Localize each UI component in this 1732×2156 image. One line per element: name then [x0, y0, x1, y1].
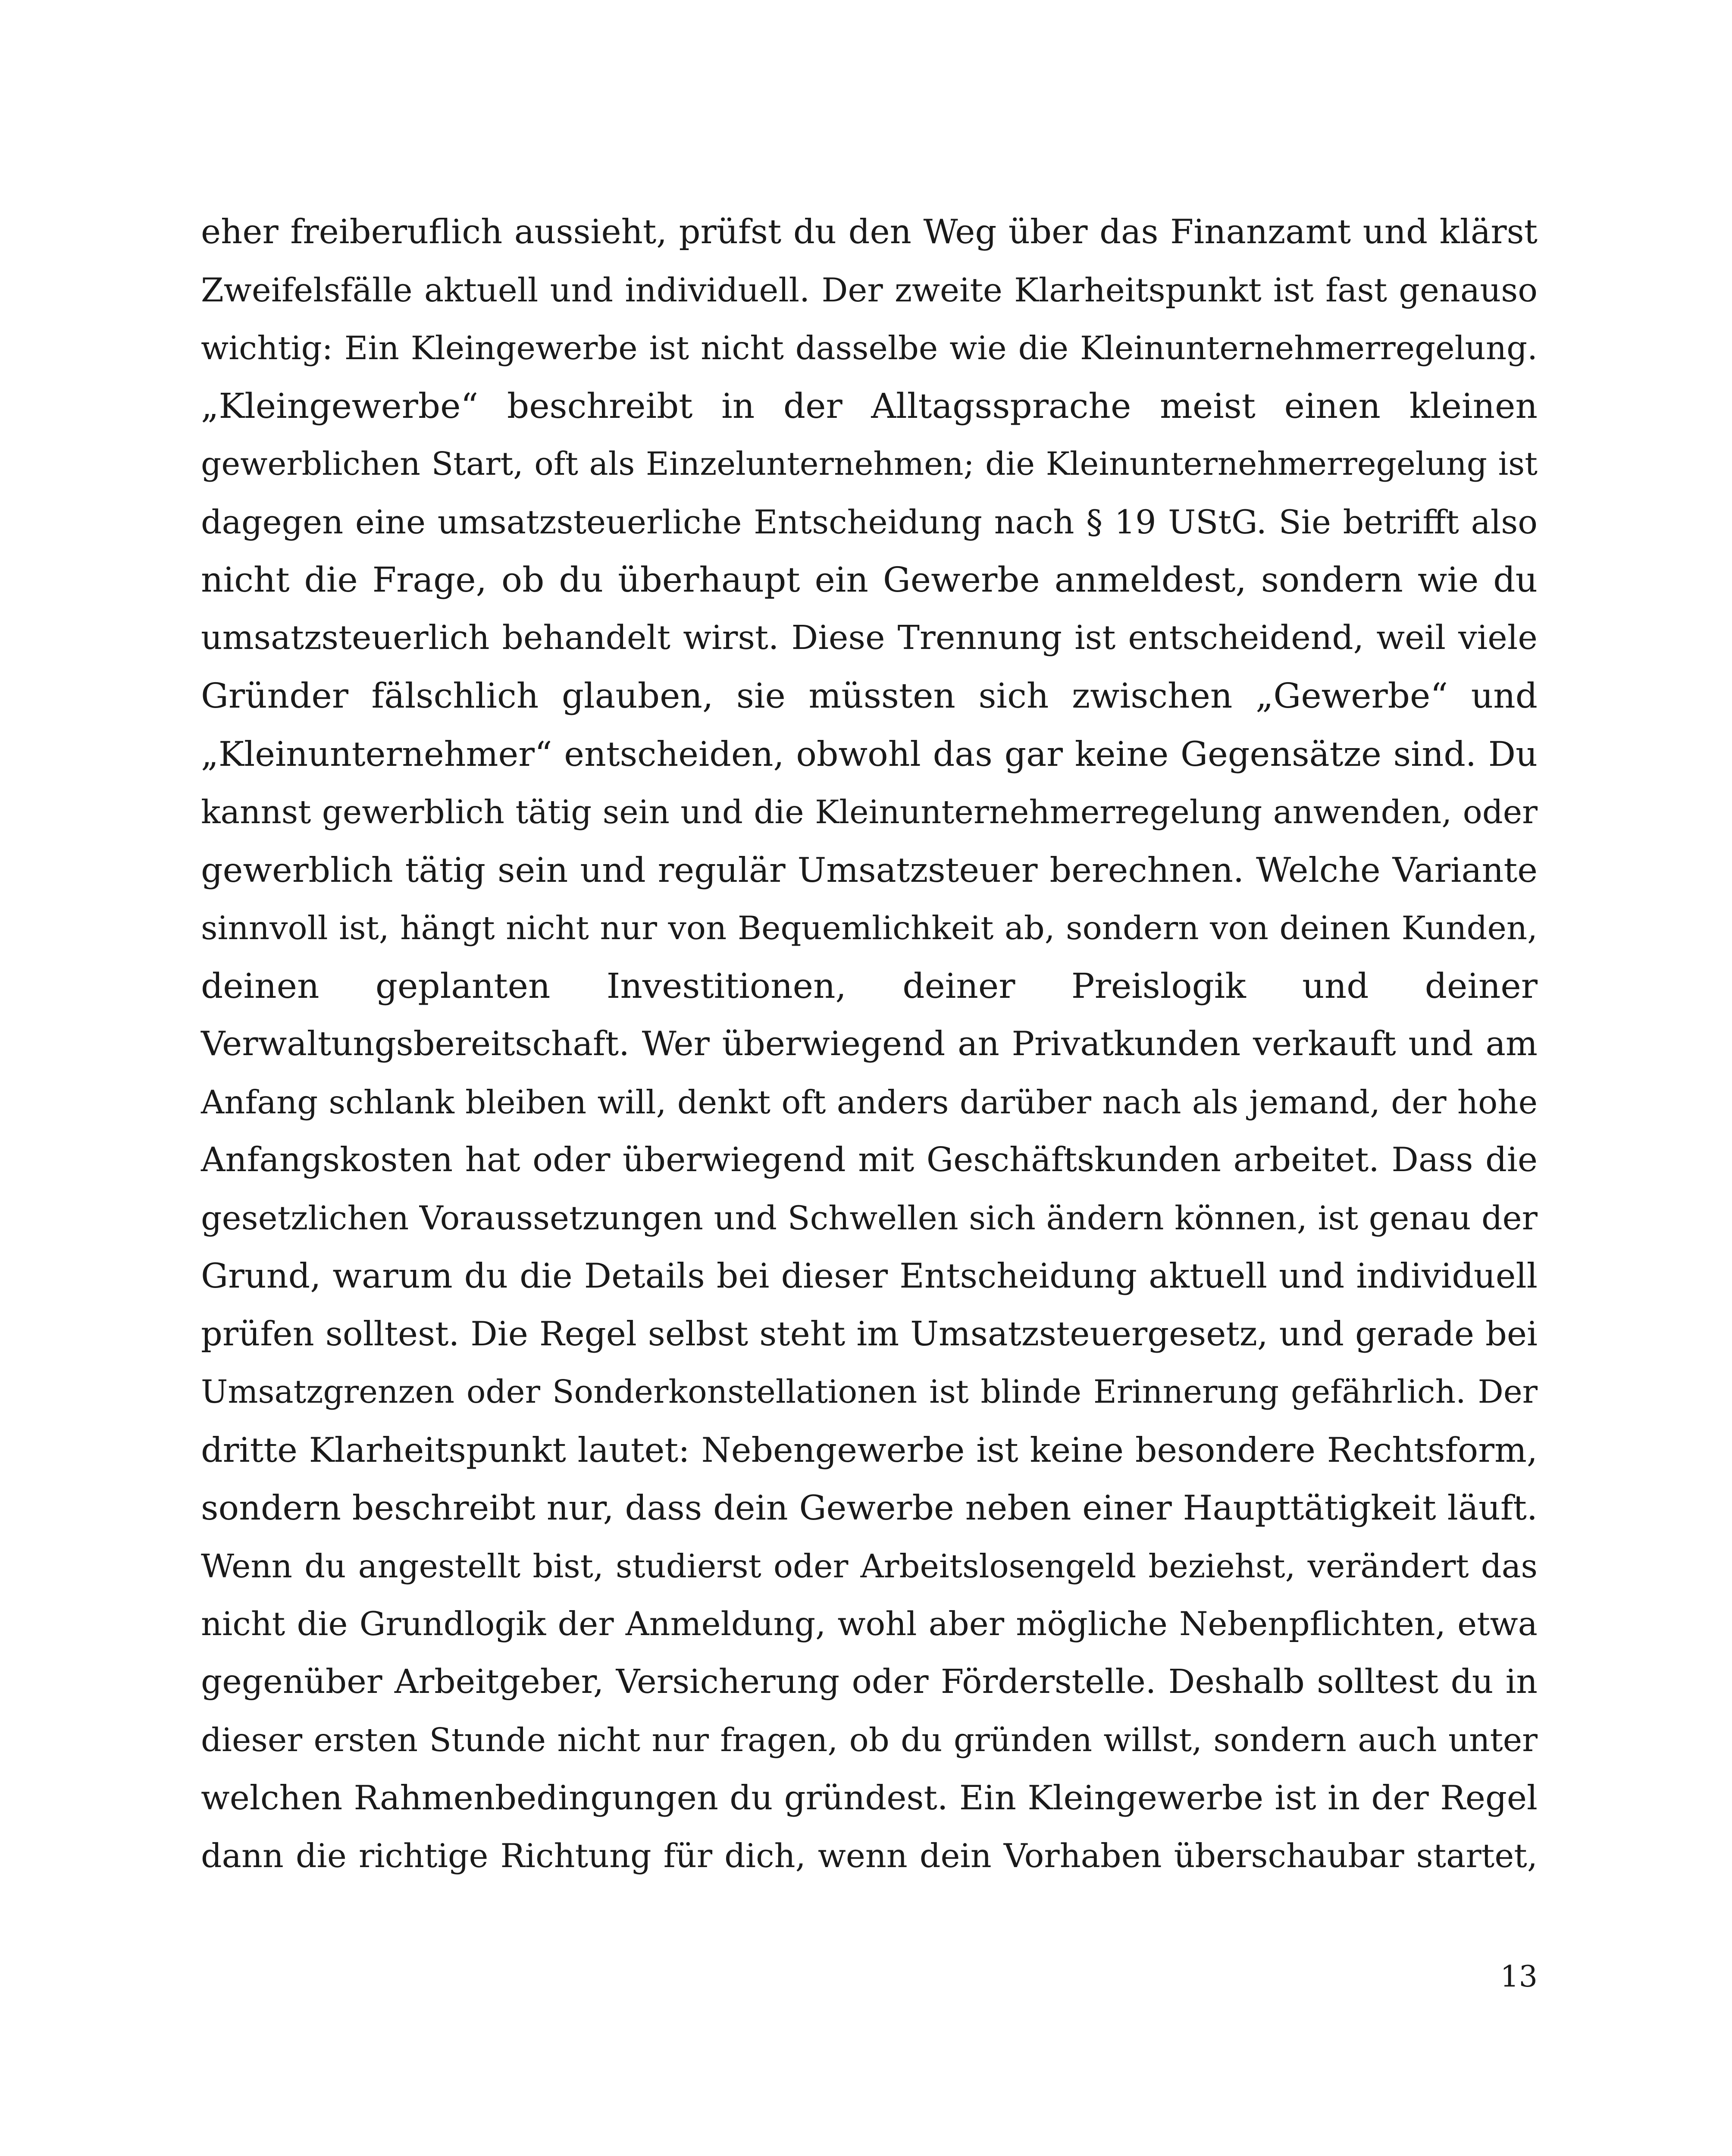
text-line: nicht die Frage, ob du überhaupt ein Gewerbe anmeldest, sondern wie du	[201, 560, 1538, 600]
text-line: Anfangskosten hat oder überwiegend mit Geschäftskunden arbeitet. Dass die	[201, 1141, 1538, 1179]
text-line: Grund, warum du die Details bei dieser Entscheidung aktuell und individuell	[201, 1256, 1538, 1296]
text-line: welchen Rahmenbedingungen du gründest. Ein Kleingewerbe ist in der Regel	[201, 1778, 1538, 1818]
text-line: dritte Klarheitspunkt lautet: Nebengewerbe ist keine besondere Rechtsform,	[201, 1430, 1538, 1470]
page-number: 13	[1500, 1960, 1538, 1994]
text-line: gewerblich tätig sein und regulär Umsatzsteuer berechnen. Welche Variante	[201, 850, 1538, 890]
text-line: Verwaltungsbereitschaft. Wer überwiegend an Privatkunden verkauft und am	[201, 1025, 1538, 1063]
text-line: prüfen solltest. Die Regel selbst steht im Umsatzsteuergesetz, und gerade bei	[201, 1314, 1538, 1354]
text-line: gegenüber Arbeitgeber, Versicherung oder Förderstelle. Deshalb solltest du in	[201, 1662, 1538, 1701]
text-line: „Kleingewerbe“ beschreibt in der Alltagssprache meist einen kleinen	[201, 385, 1538, 426]
text-line: kannst gewerblich tätig sein und die Kleinunternehmerregelung anwenden, oder	[201, 793, 1538, 831]
text-line: gesetzlichen Voraussetzungen und Schwellen sich ändern können, ist genau der	[201, 1198, 1538, 1237]
text-line: Anfang schlank bleiben will, denkt oft anders darüber nach als jemand, der hohe	[201, 1083, 1538, 1121]
text-line: dieser ersten Stunde nicht nur fragen, ob du gründen willst, sondern auch unter	[201, 1721, 1538, 1759]
text-line: wichtig: Ein Kleingewerbe ist nicht dasselbe wie die Kleinunternehmerregelung.	[201, 329, 1538, 367]
text-line: sinnvoll ist, hängt nicht nur von Bequemlichkeit ab, sondern von deinen Kunden,	[201, 909, 1538, 947]
body-text	[201, 203, 1538, 1885]
text-line: nicht die Grundlogik der Anmeldung, wohl aber mögliche Nebenpflichten, etwa	[201, 1604, 1538, 1643]
text-line: Zweifelsfälle aktuell und individuell. Der zweite Klarheitspunkt ist fast genauso	[201, 270, 1538, 309]
text-line: Umsatzgrenzen oder Sonderkonstellationen ist blinde Erinnerung gefährlich. Der	[201, 1373, 1538, 1410]
text-line: gewerblichen Start, oft als Einzelunternehmen; die Kleinunternehmerregelung ist	[201, 445, 1538, 483]
text-line: Gründer fälschlich glauben, sie müssten sich zwischen „Gewerbe“ und	[201, 676, 1538, 716]
text-line: dann die richtige Richtung für dich, wenn dein Vorhaben überschaubar startet,	[201, 1836, 1538, 1875]
text-line: „Kleinunternehmer“ entscheiden, obwohl das gar keine Gegensätze sind. Du	[201, 734, 1538, 774]
text-line: umsatzsteuerlich behandelt wirst. Diese Trennung ist entscheidend, weil viele	[201, 618, 1538, 657]
text-line: eher freiberuflich aussieht, prüfst du den Weg über das Finanzamt und klärst	[201, 213, 1538, 251]
text-line: dagegen eine umsatzsteuerliche Entscheidung nach § 19 UStG. Sie betrifft also	[201, 502, 1538, 541]
text-line: sondern beschreibt nur, dass dein Gewerbe neben einer Haupttätigkeit läuft.	[201, 1488, 1538, 1528]
text-line: Wenn du angestellt bist, studierst oder Arbeitslosengeld beziehst, verändert das	[201, 1547, 1538, 1585]
text-line: deinen geplanten Investitionen, deiner Preislogik und deiner	[201, 965, 1538, 1006]
